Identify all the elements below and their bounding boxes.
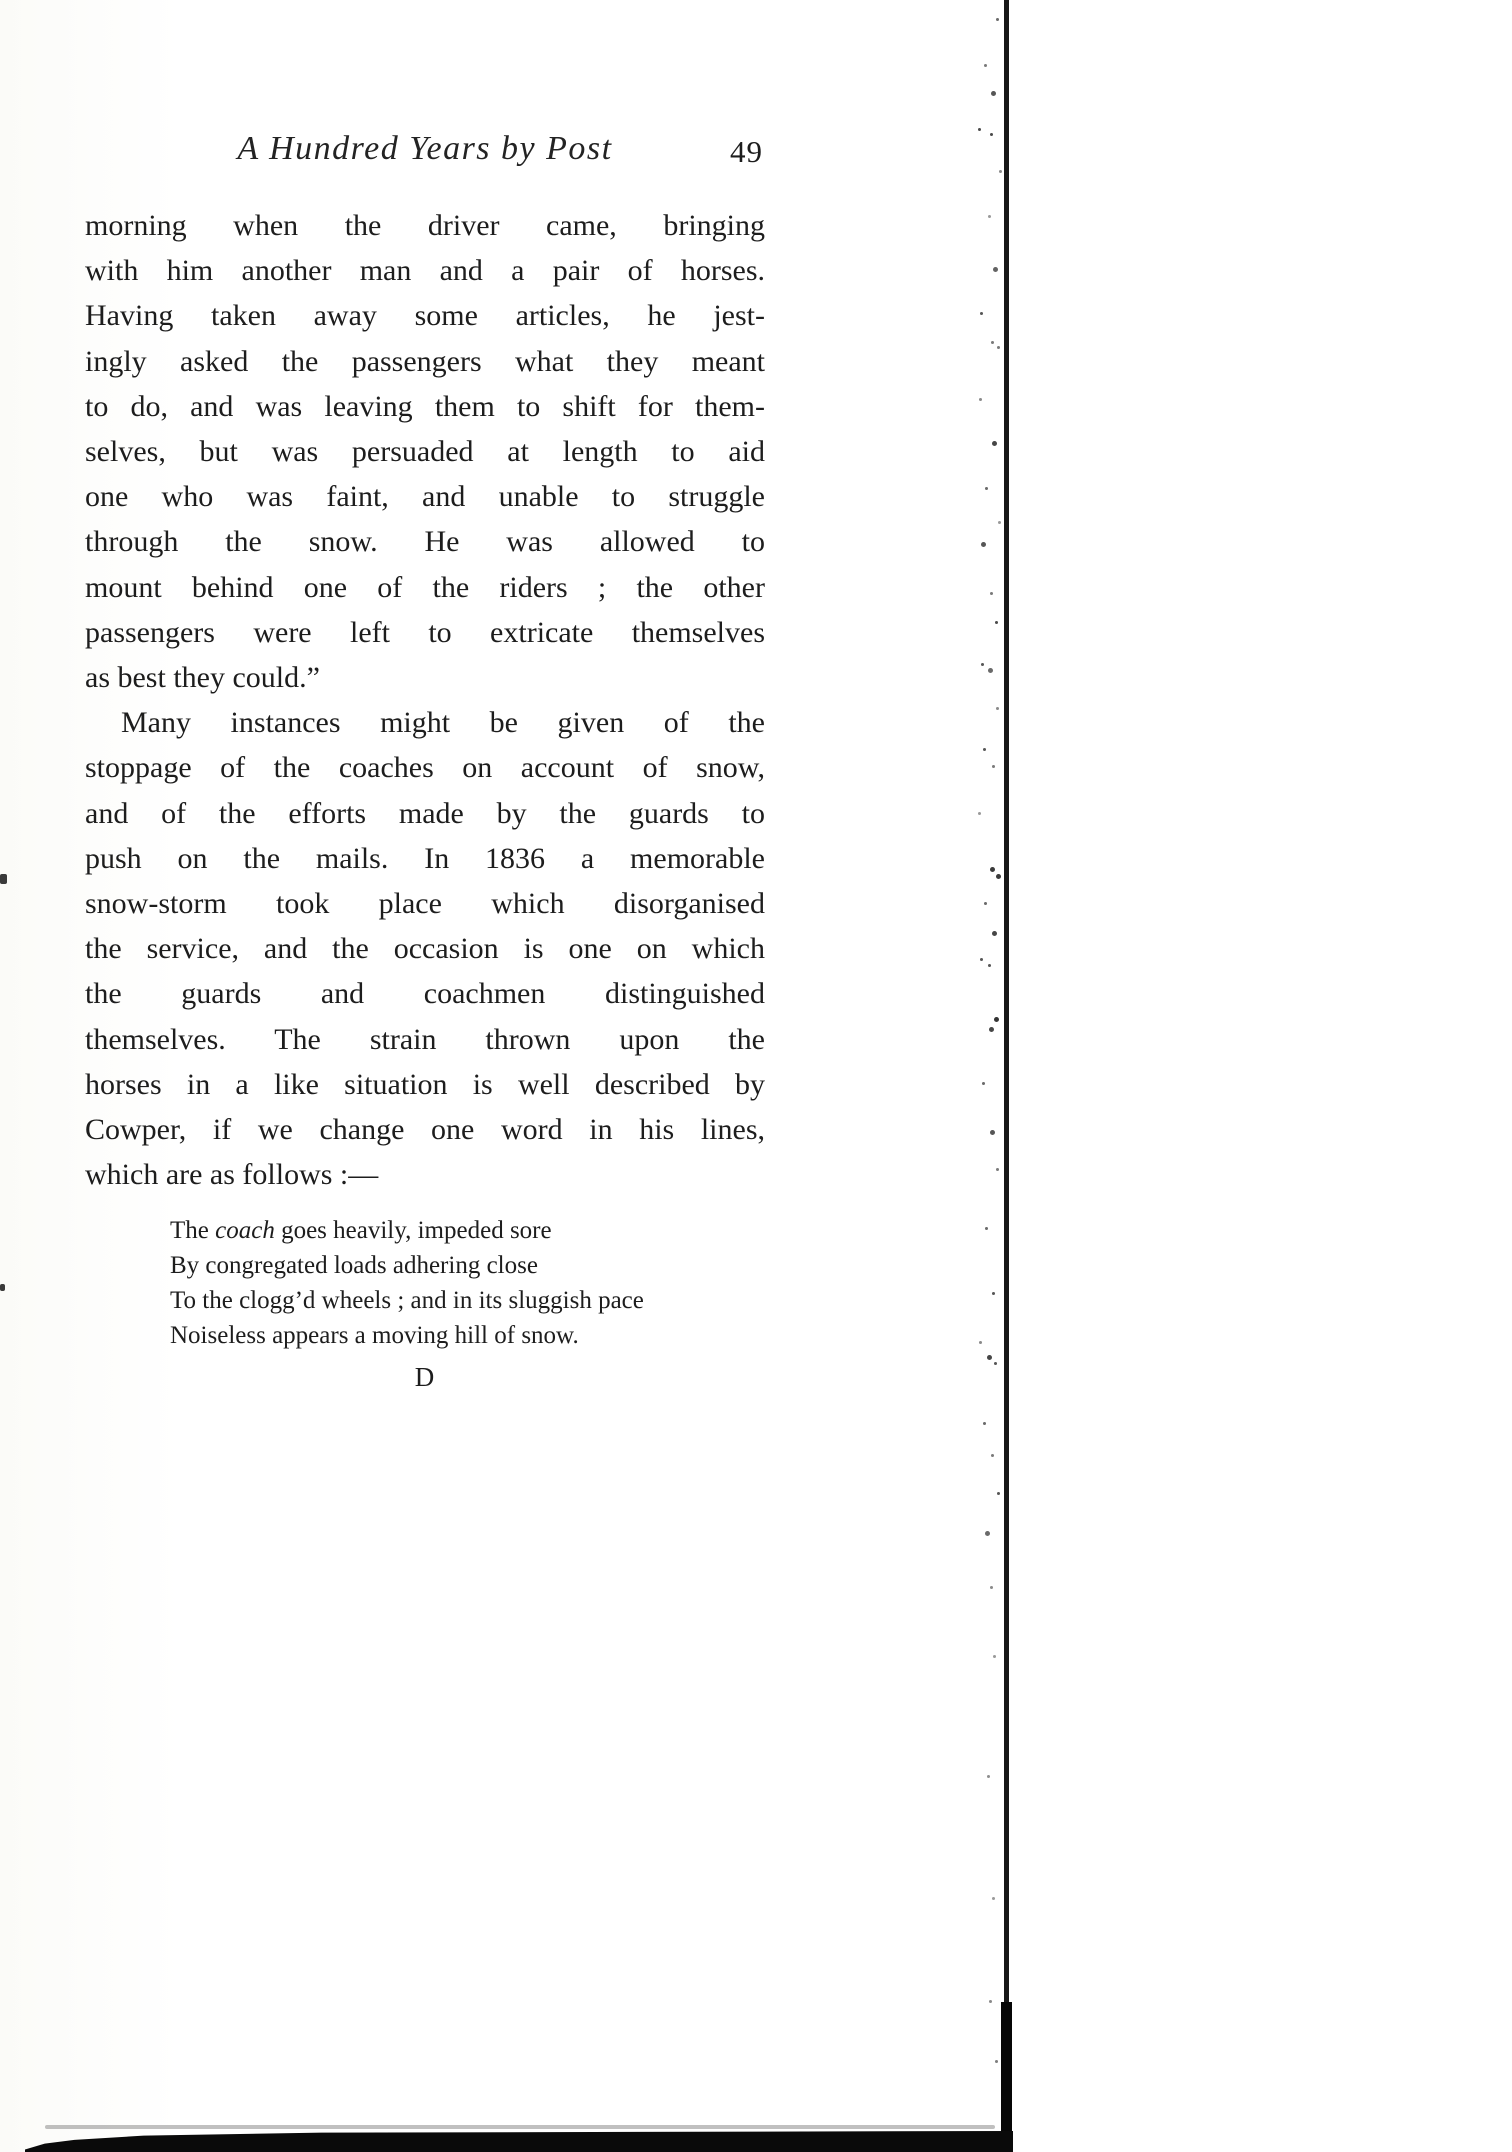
text-line: one who was faint, and unable to struggle [85,480,765,514]
verse-text: goes heavily, impeded sore [274,1217,552,1245]
text-line: passengers were left to extricate themselves [85,615,765,649]
text-line: selves, but was persuaded at length to aid [85,435,765,469]
verse-line [170,1213,765,1248]
scan-bottom-smear [45,2125,995,2129]
scan-edge-line [1004,0,1009,2152]
paragraph-1 [85,203,765,700]
text-line: and of the efforts made by the guards to [85,796,765,830]
running-title: A Hundred Years by Post [237,130,613,167]
text-line: Many instances might be given of the [121,706,765,740]
printer-signature: D [414,1362,436,1393]
text-line: push on the mails. In 1836 a memorable [85,841,765,875]
body-text [85,203,765,1197]
page-number: 49 [730,134,763,169]
verse-text: Noiseless appears a moving hill of snow. [170,1322,579,1350]
verse-text: To the clogg’d wheels ; and in its sluggish pace [170,1287,644,1315]
text-line: horses in a like situation is well described by [85,1067,765,1101]
text-line: stoppage of the coaches on account of snow, [85,751,765,785]
scan-bottom-bar [25,2131,1013,2152]
verse-line [170,1318,765,1353]
verse-line [170,1248,765,1283]
text-line: through the snow. He was allowed to [85,525,765,559]
text-line: Cowper, if we change one word in his lines, [85,1113,765,1147]
text-line: ingly asked the passengers what they meant [85,344,765,378]
text-line: themselves. The strain thrown upon the [85,1022,765,1056]
verse-text: By congregated loads adhering close [170,1252,538,1280]
verse-line [170,1283,765,1318]
verse-text: The [170,1217,216,1245]
text-line: Having taken away some articles, he jest- [85,299,765,333]
page-header [85,130,765,178]
verse-italic-word: coach [215,1217,275,1245]
scan-speckles [0,0,3,3]
text-line: to do, and was leaving them to shift for them- [85,389,765,423]
verse-block [85,1213,765,1353]
paragraph-2 [85,700,765,1197]
text-column [85,130,765,1393]
text-line: the guards and coachmen distinguished [85,977,765,1011]
text-line: mount behind one of the riders ; the other [85,570,765,604]
text-line: morning when the driver came, bringing [85,209,765,242]
text-line: snow-storm took place which disorganised [85,887,765,921]
text-line: as best they could.” [85,661,320,695]
scan-left-mark [0,1284,5,1291]
text-line: the service, and the occasion is one on which [85,932,765,966]
scan-left-mark [0,874,7,884]
scan-edge-line-foot [1001,2002,1012,2152]
text-line: which are as follows :— [85,1158,379,1192]
text-line: with him another man and a pair of horses. [85,254,765,288]
